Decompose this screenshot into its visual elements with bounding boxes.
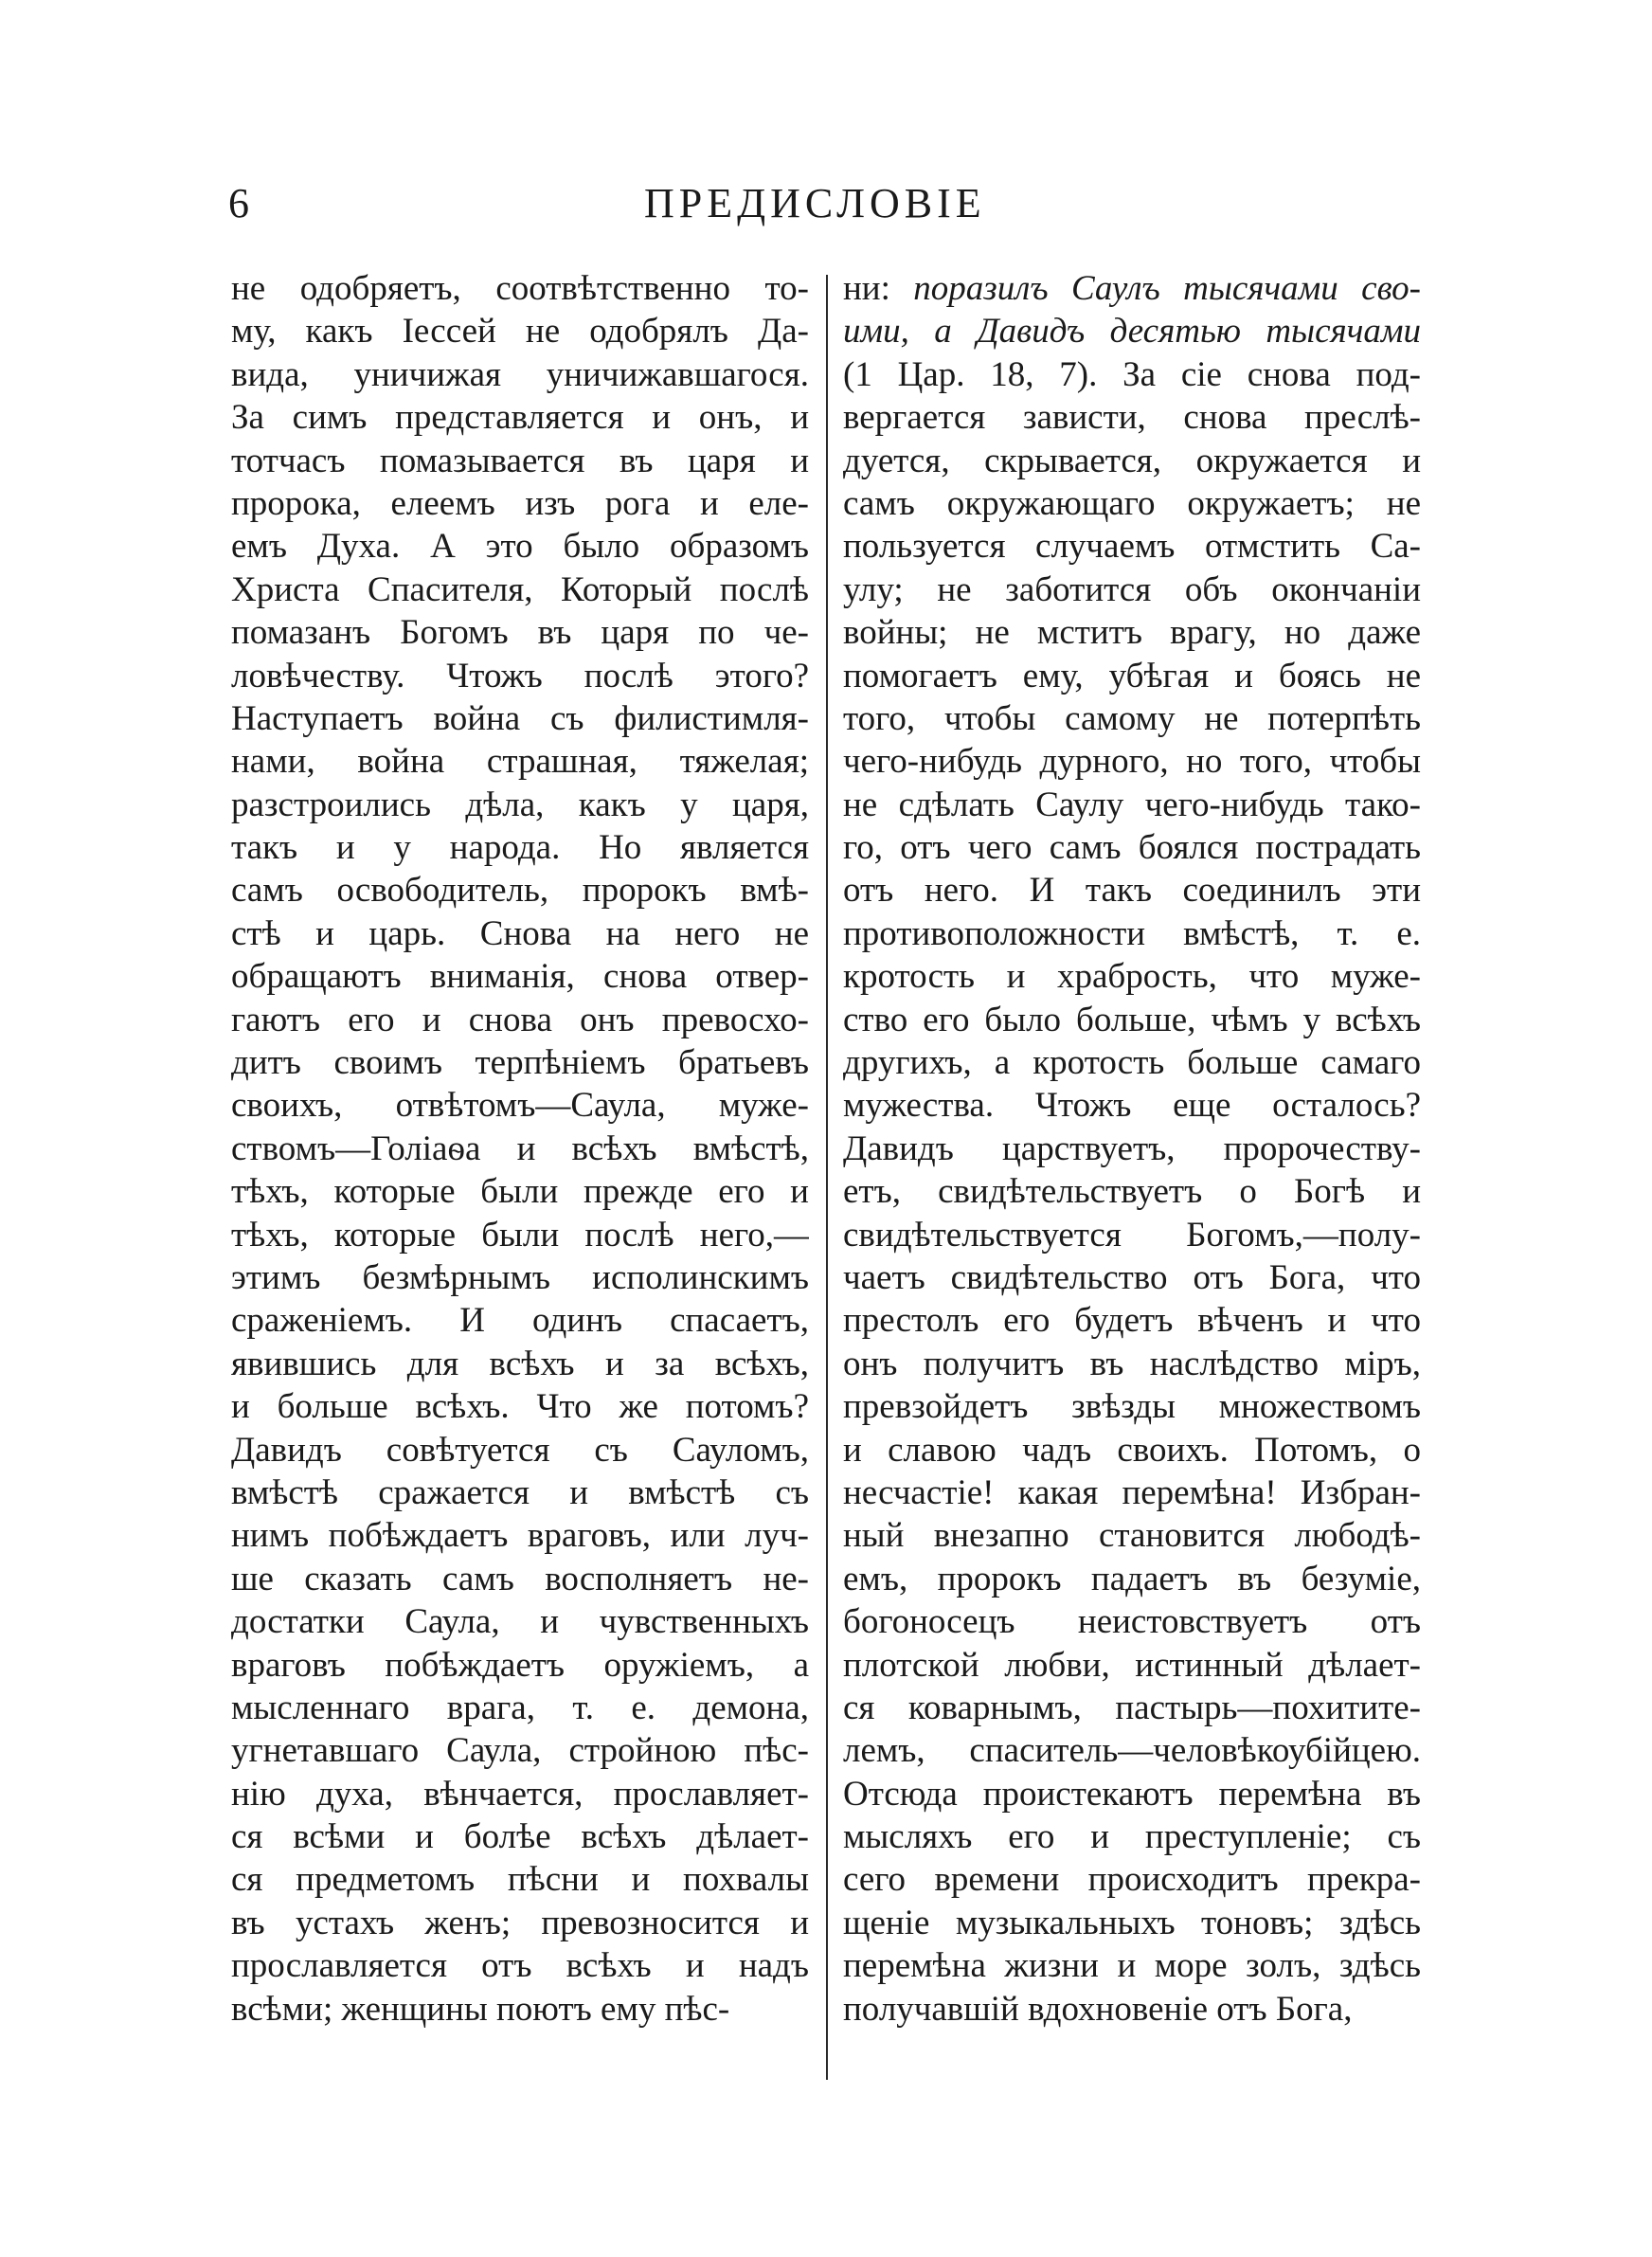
left-line: Наступаетъ война съ филистимля- — [231, 698, 809, 738]
left-line: ше сказать самъ восполняетъ не- — [231, 1559, 809, 1598]
right-line: плотской любви, истинный дѣлает- — [843, 1645, 1421, 1685]
running-head: ПРЕДИСЛОВІЕ — [644, 180, 986, 226]
right-line-1-quote: поразилъ Саулъ тысячами сво- — [913, 269, 1421, 308]
left-line: вида, уничижая уничижавшагося. — [231, 354, 809, 394]
right-line: перемѣна жизни и море золъ, здѣсь — [843, 1946, 1421, 1986]
left-line: обращаютъ вниманія, снова отвер- — [231, 957, 809, 997]
right-line: Отсюда проистекаютъ перемѣна въ — [843, 1774, 1421, 1814]
right-line: того, чтобы самому не потерпѣть — [843, 698, 1421, 738]
right-line: етъ, свидѣтельствуетъ о Богѣ и — [843, 1172, 1421, 1212]
right-line: кротость и храбрость, что муже- — [843, 957, 1421, 997]
right-line: превзойдетъ звѣзды множествомъ — [843, 1387, 1421, 1427]
left-line: пророка, елеемъ изъ рога и еле- — [231, 483, 809, 523]
right-line: получавшій вдохновеніе отъ Бога, — [843, 1989, 1353, 2029]
right-column — [843, 267, 1421, 2031]
right-line: другихъ, а кротость больше самаго — [843, 1043, 1421, 1083]
left-line: нію духа, вѣнчается, прославляет- — [231, 1774, 809, 1814]
right-line: чаетъ свидѣтельство отъ Бога, что — [843, 1257, 1421, 1297]
right-line: несчастіе! какая перемѣна! Избран- — [843, 1472, 1421, 1512]
left-line: Христа Спасителя, Который послѣ — [231, 569, 809, 609]
left-line: и больше всѣхъ. Что же потомъ? — [231, 1387, 809, 1427]
right-line: вергается зависти, снова преслѣ- — [843, 398, 1421, 438]
right-line: и славою чадъ своихъ. Потомъ, о — [843, 1430, 1421, 1470]
left-line: не одобряетъ, соотвѣтственно то- — [231, 269, 809, 308]
right-line: чего-нибудь дурного, но того, чтобы — [843, 742, 1421, 782]
right-line: го, отъ чего самъ боялся пострадать — [843, 828, 1421, 868]
left-line: въ устахъ женъ; превозносится и — [231, 1903, 809, 1942]
page-number: 6 — [228, 180, 249, 226]
right-line: лемъ, спаситель—человѣкоубійцею. — [843, 1731, 1421, 1771]
right-line: отъ него. И такъ соединилъ эти — [843, 871, 1421, 911]
left-line: тѣхъ, которые были прежде его и — [231, 1172, 809, 1212]
right-line: щеніе музыкальныхъ тоновъ; здѣсь — [843, 1903, 1421, 1942]
right-line: улу; не заботится объ окончаніи — [843, 569, 1421, 609]
right-line: мысляхъ его и преступленіе; съ — [843, 1817, 1421, 1857]
right-line: ный внезапно становится любодѣ- — [843, 1516, 1421, 1556]
left-line: ловѣчеству. Чтожъ послѣ этого? — [231, 656, 809, 695]
left-line: прославляется отъ всѣхъ и надъ — [231, 1946, 809, 1986]
left-line: вмѣстѣ сражается и вмѣстѣ съ — [231, 1472, 809, 1512]
left-line: нимъ побѣждаетъ враговъ, или луч- — [231, 1516, 809, 1556]
right-line: Давидъ царствуетъ, пророчеству- — [843, 1128, 1421, 1168]
right-line-1-prefix: ни: — [843, 269, 914, 308]
left-line: му, какъ Іессей не одобрялъ Да- — [231, 312, 809, 352]
right-line: ся коварнымъ, пастырь—похитите- — [843, 1688, 1421, 1727]
right-line: не сдѣлать Саулу чего-нибудь тако- — [843, 785, 1421, 824]
left-line: этимъ безмѣрнымъ исполинскимъ — [231, 1257, 809, 1297]
right-line: престолъ его будетъ вѣченъ и что — [843, 1301, 1421, 1341]
right-line: дуется, скрывается, окружается и — [843, 441, 1421, 480]
left-line: сраженіемъ. И одинъ спасаетъ, — [231, 1301, 809, 1341]
right-line: противоположности вмѣстѣ, т. е. — [843, 913, 1421, 953]
right-line: пользуется случаемъ отмстить Са- — [843, 527, 1421, 567]
left-line: емъ Духа. А это было образомъ — [231, 527, 809, 567]
left-line: За симъ представляется и онъ, и — [231, 398, 809, 438]
right-line-1 — [843, 267, 1421, 310]
right-line: свидѣтельствуется Богомъ,—полу- — [843, 1215, 1421, 1255]
left-line: гаютъ его и снова онъ превосхо- — [231, 1000, 809, 1039]
left-line: враговъ побѣждаетъ оружіемъ, а — [231, 1645, 809, 1685]
right-line-2-quote: ими, а Давидъ десятью тысячами — [843, 312, 1421, 352]
left-line: разстроились дѣла, какъ у царя, — [231, 785, 809, 824]
left-line: стѣ и царь. Снова на него не — [231, 913, 809, 953]
left-column — [231, 267, 809, 2031]
right-line: онъ получитъ въ наслѣдство міръ, — [843, 1344, 1421, 1383]
right-line: мужества. Чтожъ еще осталось? — [843, 1086, 1421, 1126]
left-line: мысленнаго врага, т. е. демона, — [231, 1688, 809, 1727]
left-line: дитъ своимъ терпѣніемъ братьевъ — [231, 1043, 809, 1083]
left-line: достатки Саула, и чувственныхъ — [231, 1602, 809, 1642]
right-line: ство его было больше, чѣмъ у всѣхъ — [843, 1000, 1421, 1039]
left-line: тѣхъ, которые были послѣ него,— — [231, 1215, 809, 1255]
right-line: (1 Цар. 18, 7). За сіе снова под- — [843, 354, 1421, 394]
left-line: явившись для всѣхъ и за всѣхъ, — [231, 1344, 809, 1383]
left-line: тотчасъ помазывается въ царя и — [231, 441, 809, 480]
left-line: такъ и у народа. Но является — [231, 828, 809, 868]
column-divider — [826, 275, 828, 2080]
right-line: богоносецъ неистовствуетъ отъ — [843, 1602, 1421, 1642]
left-line: ся предметомъ пѣсни и похвалы — [231, 1860, 809, 1900]
left-line: нами, война страшная, тяжелая; — [231, 742, 809, 782]
left-line: всѣми; женщины поютъ ему пѣс- — [231, 1989, 730, 2029]
left-line: ся всѣми и болѣе всѣхъ дѣлает- — [231, 1817, 809, 1857]
left-line: угнетавшаго Саула, стройною пѣс- — [231, 1731, 809, 1771]
right-line: емъ, пророкъ падаетъ въ безуміе, — [843, 1559, 1421, 1598]
left-line: Давидъ совѣтуется съ Сауломъ, — [231, 1430, 809, 1470]
right-line: помогаетъ ему, убѣгая и боясь не — [843, 656, 1421, 695]
right-line: войны; не мститъ врагу, но даже — [843, 613, 1421, 653]
right-line: сего времени происходитъ прекра- — [843, 1860, 1421, 1900]
right-line: самъ окружающаго окружаетъ; не — [843, 483, 1421, 523]
left-line: помазанъ Богомъ въ царя по че- — [231, 613, 809, 653]
left-line: самъ освободитель, пророкъ вмѣ- — [231, 871, 809, 911]
left-line: своихъ, отвѣтомъ—Саула, муже- — [231, 1086, 809, 1126]
left-line: ствомъ—Голіаѳа и всѣхъ вмѣстѣ, — [231, 1128, 809, 1168]
